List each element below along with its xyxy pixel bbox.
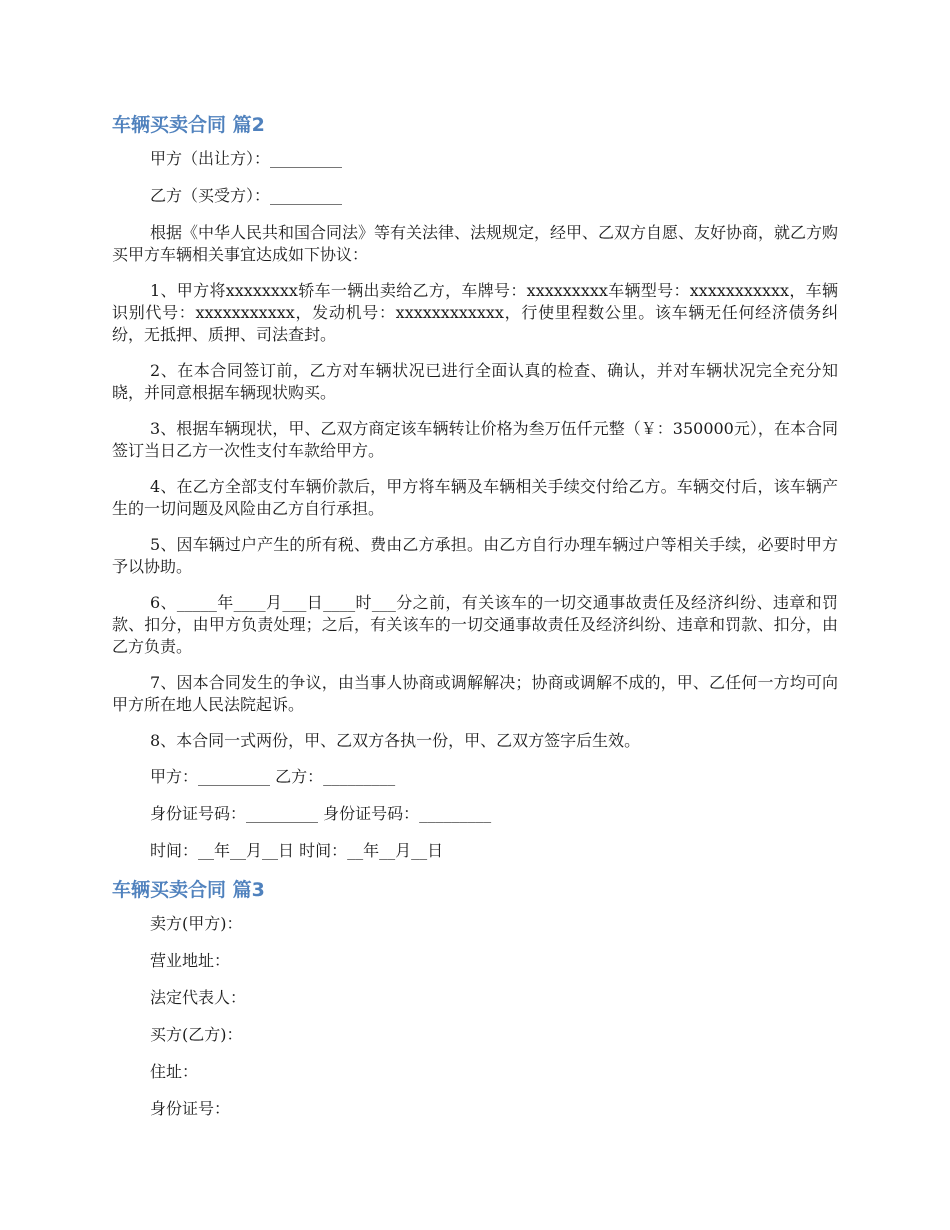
party-b-line: 乙方（买受方）：_________ — [150, 186, 343, 205]
clause-2: 2、在本合同签订前，乙方对车辆状况已进行全面认真的检查、确认，并对车辆状况完全充分知晓，并同意根据车辆现状购买。 — [112, 361, 838, 402]
signature-parties: 甲方：_________ 乙方：_________ — [150, 767, 396, 786]
party-a-line: 甲方（出让方）：_________ — [150, 149, 343, 168]
clause-4: 4、在乙方全部支付车辆价款后，甲方将车辆及车辆相关手续交付给乙方。车辆交付后，该车辆产生的一切问题及风险由乙方自行承担。 — [112, 477, 838, 518]
signature-dates: 时间：__年__月__日 时间：__年__月__日 — [150, 841, 444, 860]
clause-8: 8、本合同一式两份，甲、乙双方各执一份，甲、乙双方签字后生效。 — [150, 731, 641, 750]
section-3-heading: 车辆买卖合同 篇3 — [112, 879, 265, 901]
address-field: 住址： — [150, 1062, 199, 1081]
section-2-heading: 车辆买卖合同 篇2 — [112, 114, 265, 136]
id-number-field: 身份证号： — [150, 1099, 231, 1118]
buyer-field: 买方(乙方)： — [150, 1025, 243, 1044]
business-address-field: 营业地址： — [150, 951, 231, 970]
clause-1: 1、甲方将xxxxxxxx轿车一辆出卖给乙方，车牌号：xxxxxxxxx车辆型号：xxxxxxxxxxx，车辆识别代号：xxxxxxxxxxx，发动机号：xxxxxxxxxxxx，行使里程数公里。该车辆无任何经济债务纠纷，无抵押、质押、司法查封。 — [112, 281, 838, 344]
clause-3: 3、根据车辆现状，甲、乙双方商定该车辆转让价格为叁万伍仟元整（￥：350000元），在本合同签订当日乙方一次性支付车款给甲方。 — [112, 419, 838, 460]
contract-intro: 根据《中华人民共和国合同法》等有关法律、法规规定，经甲、乙双方自愿、友好协商，就乙方购买甲方车辆相关事宜达成如下协议： — [112, 223, 839, 264]
clause-6: 6、_____年____月___日____时___分之前，有关该车的一切交通事故责任及经济纠纷、违章和罚款、扣分，由甲方负责处理；之后，有关该车的一切交通事故责任及经济纠纷、违章和罚款、扣分，由乙方负责。 — [112, 593, 838, 656]
signature-id-numbers: 身份证号码：_________ 身份证号码：_________ — [150, 804, 492, 823]
seller-field: 卖方(甲方)： — [150, 914, 243, 933]
clause-5: 5、因车辆过户产生的所有税、费由乙方承担。由乙方自行办理车辆过户等相关手续，必要时甲方予以协助。 — [112, 535, 838, 576]
clause-7: 7、因本合同发生的争议，由当事人协商或调解解决；协商或调解不成的，甲、乙任何一方均可向甲方所在地人民法院起诉。 — [112, 673, 838, 714]
legal-representative-field: 法定代表人： — [150, 988, 247, 1007]
